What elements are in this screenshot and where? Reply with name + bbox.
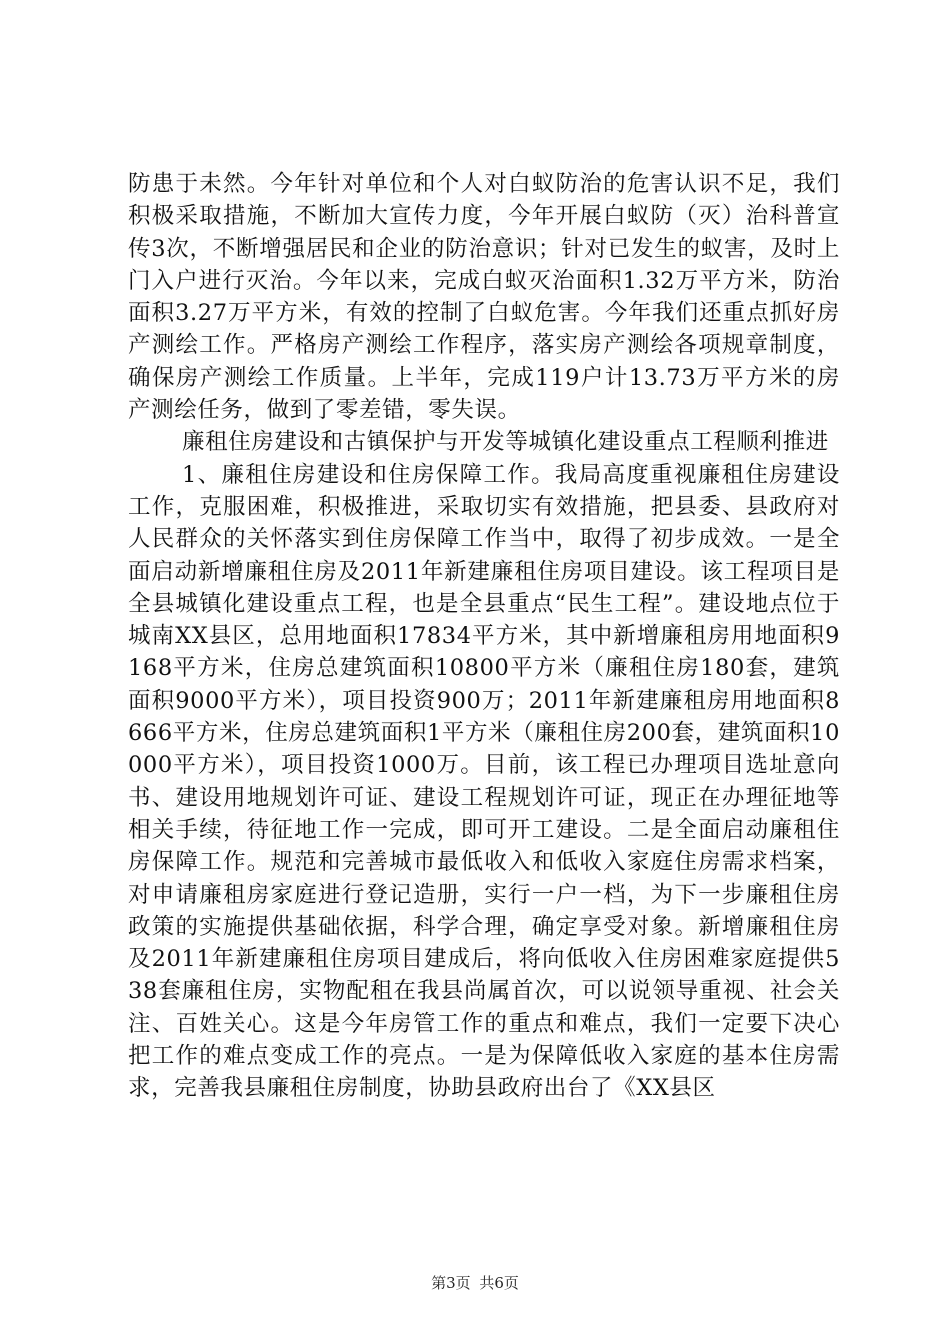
page-number: 第3页: [431, 1274, 471, 1292]
document-body: [128, 168, 840, 1105]
paragraph-termite-control: 防患于未然。今年针对单位和个人对白蚁防治的危害认识不足，我们积极采取措施，不断加大宣传力度，今年开展白蚁防（灭）治科普宣传3次，不断增强居民和企业的防治意识；针对已发生的蚁害，及时上门入户进行灭治。今年以来，完成白蚁灭治面积1.32万平方米，防治面积3.27万平方米，有效的控制了白蚁危害。今年我们还重点抓好房产测绘工作。严格房产测绘工作程序，落实房产测绘各项规章制度，确保房产测绘工作质量。上半年，完成119户计13.73万平方米的房产测绘任务，做到了零差错，零失误。: [128, 171, 840, 424]
page-footer: [0, 1273, 950, 1293]
section-heading-low-rent-housing: 廉租住房建设和古镇保护与开发等城镇化建设重点工程顺利推进: [182, 429, 829, 456]
paragraph-low-rent-housing: 1、廉租住房建设和住房保障工作。我局高度重视廉租住房建设工作，克服困难，积极推进，采取切实有效措施，把县委、县政府对人民群众的关怀落实到住房保障工作当中，取得了初步成效。一是全面启动新增廉租住房及2011年新建廉租住房项目建设。该工程项目是全县城镇化建设重点工程，也是全县重点“民生工程”。建设地点位于城南XX县区，总用地面积17834平方米，其中新增廉租房用地面积9168平方米，住房总建筑面积10800平方米（廉租住房180套，建筑面积9000平方米），项目投资900万；2011年新建廉租房用地面积8666平方米，住房总建筑面积1平方米（廉租住房200套，建筑面积10000平方米），项目投资1000万。目前，该工程已办理项目选址意向书、建设用地规划许可证、建设工程规划许可证，现正在办理征地等相关手续，待征地工作一完成，即可开工建设。二是全面启动廉租住房保障工作。规范和完善城市最低收入和低收入家庭住房需求档案，对申请廉租房家庭进行登记造册，实行一户一档，为下一步廉租住房政策的实施提供基础依据，科学合理，确定享受对象。新增廉租住房及2011年新建廉租住房项目建成后，将向低收入住房困难家庭提供538套廉租住房，实物配租在我县尚属首次，可以说领导重视、社会关注、百姓关心。这是今年房管工作的重点和难点，我们一定要下决心把工作的难点变成工作的亮点。一是为保障低收入家庭的基本住房需求，完善我县廉租住房制度，协助县政府出台了《XX县区: [128, 461, 840, 1102]
page-total: 共6页: [479, 1274, 519, 1292]
